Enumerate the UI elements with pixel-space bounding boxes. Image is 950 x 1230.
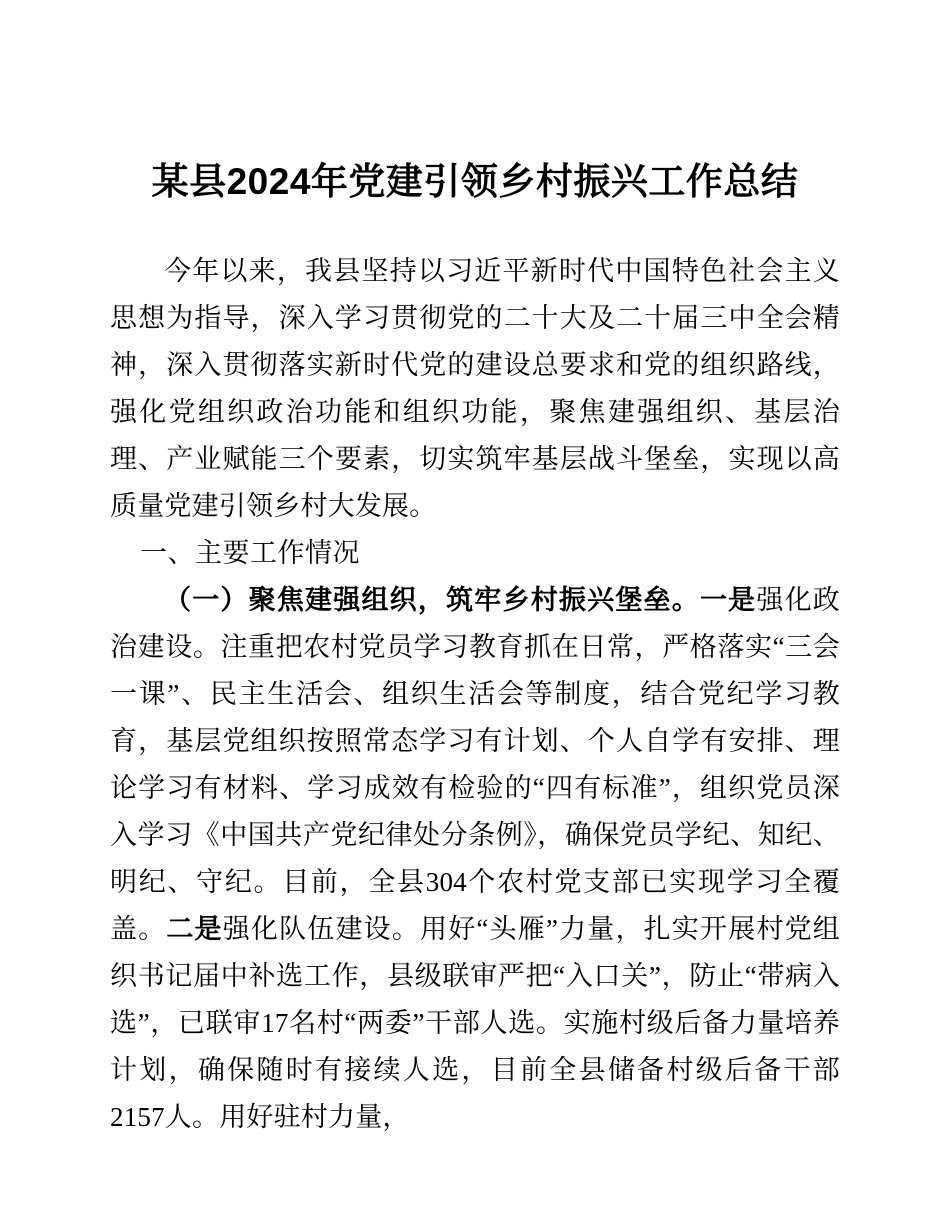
point-1-label: 一是 bbox=[699, 585, 757, 615]
document-body bbox=[110, 248, 840, 1141]
section-heading-1: 一、主要工作情况 bbox=[140, 538, 360, 568]
page-title: 某县2024年党建引领乡村振兴工作总结 bbox=[151, 161, 799, 202]
subsection-1-lead: （一）聚焦建强组织，筑牢乡村振兴堡垒。 bbox=[164, 585, 700, 615]
point-1-text: 强化政治建设。注重把农村党员学习教育抓在日常，严格落实“三会一课”、民主生活会、组织生活会等制度，结合党纪学习教育，基层党组织按照常态学习有计划、个人自学有安排、理论学习有材料、学习成效有检验的“四有标准”，组织党员深入学习《中国共产党纪律处分条例》，确保党员学纪、知纪、明纪、守纪。目前，全县304个农村党支部已实现学习全覆盖。 bbox=[110, 585, 840, 944]
paragraph-section-1 bbox=[110, 577, 840, 1141]
paragraph-intro: 今年以来，我县坚持以习近平新时代中国特色社会主义思想为指导，深入学习贯彻党的二十大及二十届三中全会精神，深入贯彻落实新时代党的建设总要求和党的组织路线，强化党组织政治功能和组织功能，聚焦建强组织、基层治理、产业赋能三个要素，切实筑牢基层战斗堡垒，实现以高质量党建引领乡村大发展。 bbox=[110, 256, 840, 521]
point-2-text: 强化队伍建设。用好“头雁”力量，扎实开展村党组织书记届中补选工作，县级联审严把“入口关”，防止“带病入选”，已联审17名村“两委”干部人选。实施村级后备力量培养计划，确保随时有接续人选，目前全县储备村级后备干部2157人。用好驻村力量， bbox=[110, 914, 840, 1132]
point-2-label: 二是 bbox=[166, 914, 223, 944]
